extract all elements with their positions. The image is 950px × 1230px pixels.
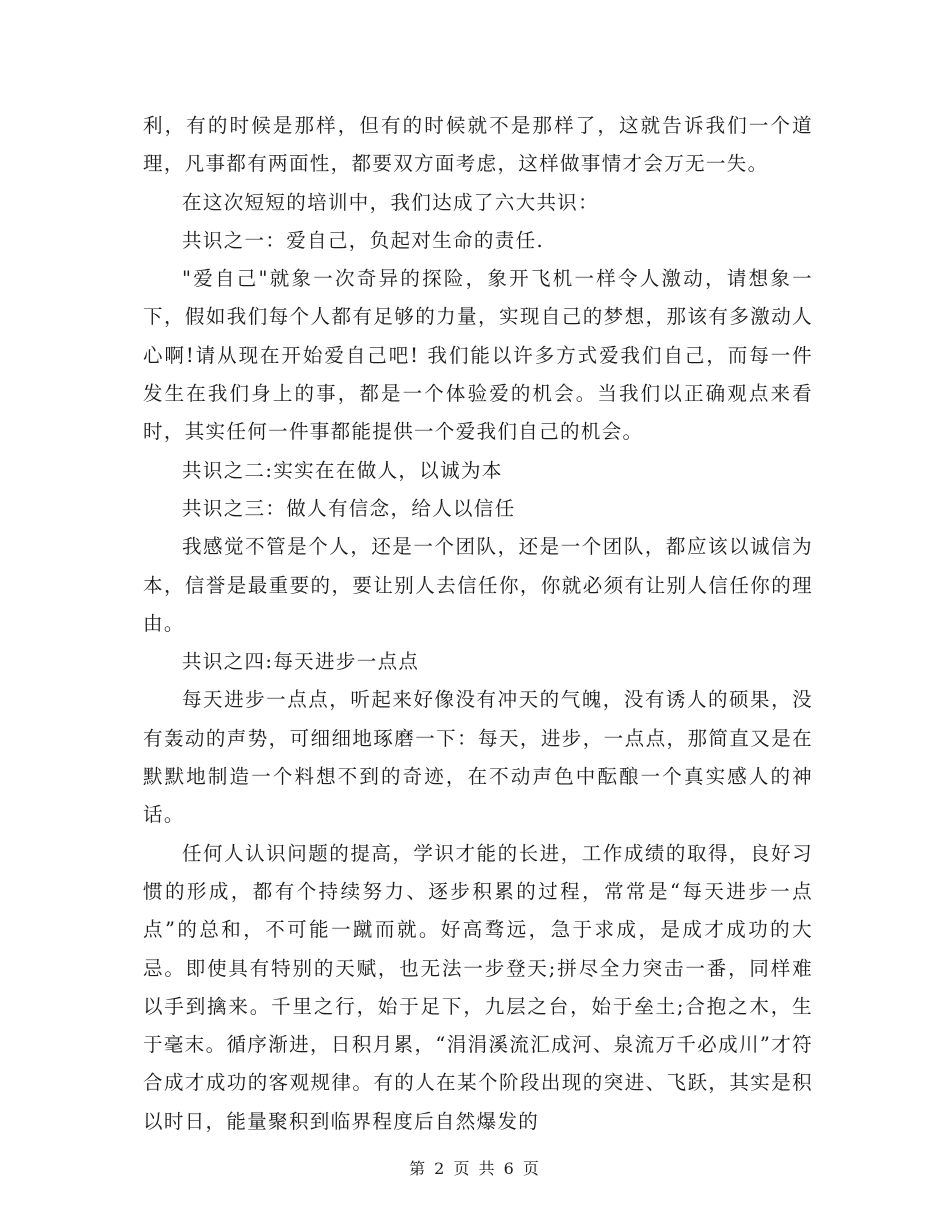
heading-consensus-one: 共识之一：爱自己，负起对生命的责任. [182,228,544,252]
paragraph-integrity: 我感觉不管是个人，还是一个团队，还是一个团队，都应该以诚信为本，信誉是最重要的，要让别人去信任你，你就必须有让别人信任你的理由。 [143,535,813,635]
heading-consensus-three: 共识之三：做人有信念，给人以信任 [182,496,516,520]
document-body [143,107,813,1141]
paragraph-daily-progress: 每天进步一点点，听起来好像没有冲天的气魄，没有诱人的硕果，没有轰动的声势，可细细地琢磨一下：每天，进步，一点点，那简直又是在默默地制造一个料想不到的奇迹，在不动声色中酝酿一个真实感人的神话。 [143,688,813,827]
page-number-footer: 第 2 页 共 6 页 [409,1159,541,1178]
paragraph-consensus-intro: 在这次短短的培训中，我们达成了六大共识： [182,190,600,214]
heading-consensus-two: 共识之二:实实在在做人，以诚为本 [182,458,503,482]
heading-consensus-four: 共识之四:每天进步一点点 [182,650,420,674]
paragraph-gradual-growth: 任何人认识问题的提高，学识才能的长进，工作成绩的取得，良好习惯的形成，都有个持续努力、逐步积累的过程，常常是“每天进步一点点”的总和，不可能一蹴而就。好高骛远，急于求成，是成才成功的大忌。即使具有特别的天赋，也无法一步登天;拼尽全力突击一番，同样难以手到擒来。千里之行，始于足下，九层之台，始于垒土;合抱之木，生于毫末。循序渐进，日积月累，“涓涓溪流汇成河、泉流万千必成川”才符合成才成功的客观规律。有的人在某个阶段出现的突进、飞跃，其实是积以时日，能量聚积到临界程度后自然爆发的 [143,841,813,1133]
paragraph-continuation: 利，有的时候是那样，但有的时候就不是那样了，这就告诉我们一个道理，凡事都有两面性，都要双方面考虑，这样做事情才会万无一失。 [143,114,813,176]
paragraph-love-yourself: "爱自己"就象一次奇异的探险，象开飞机一样令人激动，请想象一下，假如我们每个人都有足够的力量，实现自己的梦想，那该有多激动人心啊!请从现在开始爱自己吧! 我们能以许多方式爱我们自己，而每一件发生在我们身上的事，都是一个体验爱的机会。当我们以正确观点来看时，其实任何一件事都能提供一个爱我们自己的机会。 [143,267,813,444]
